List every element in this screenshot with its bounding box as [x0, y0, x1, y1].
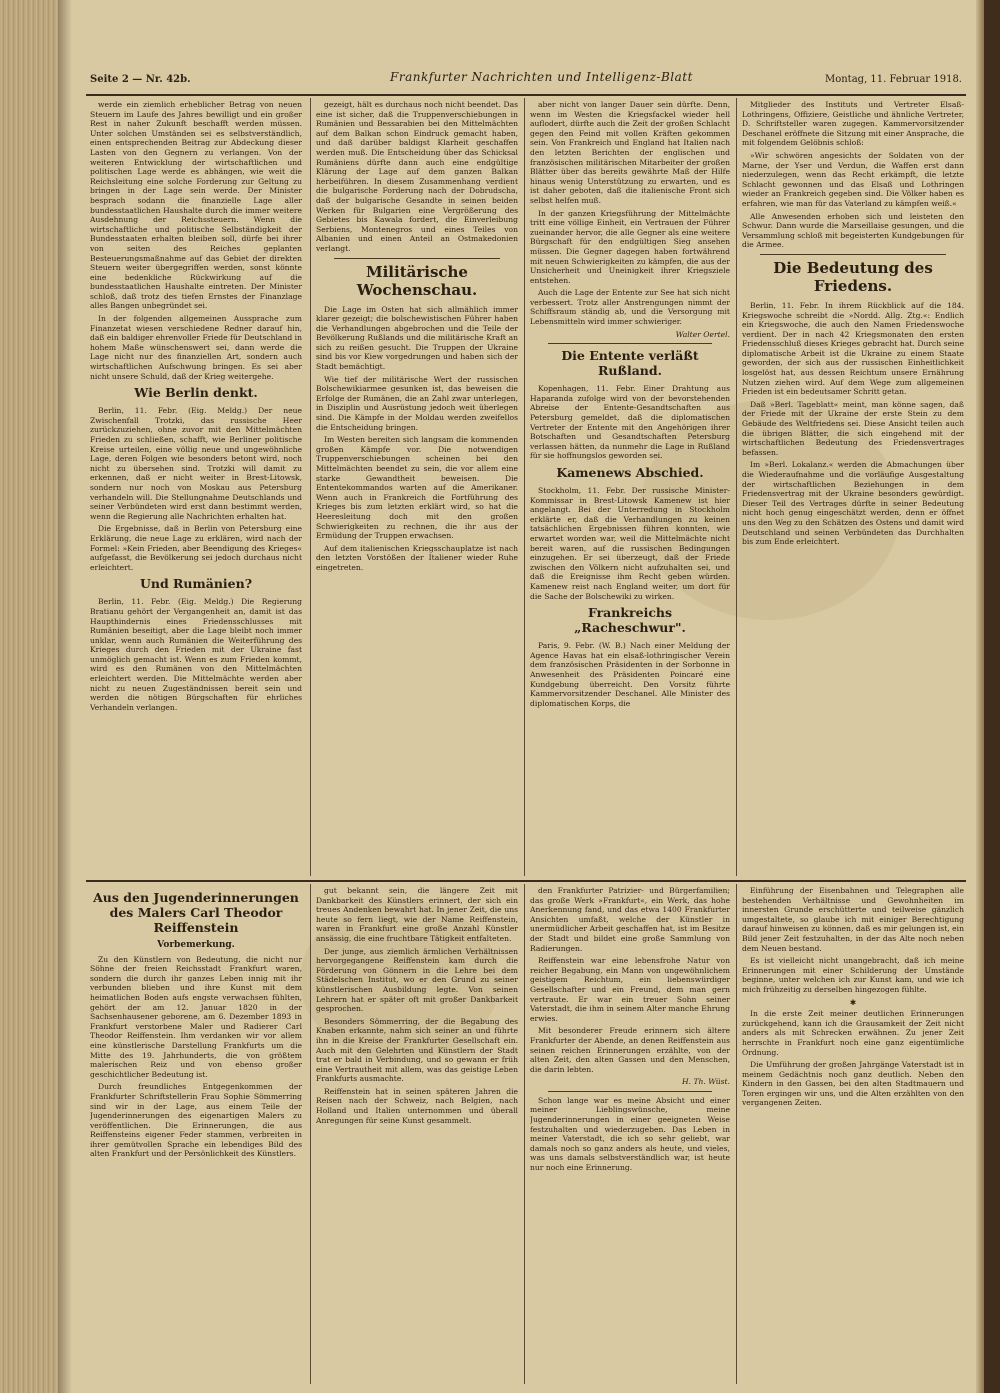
paragraph: Stockholm, 11. Febr. Der russische Minister-Kommissar in Brest-Litowsk Kamenew ist hier angelangt. Bei der Unterredung in Stockholm erklärte er, daß die Verhandlungen zu keinen tatsächlichen Ergebnissen führen konnten, wie erwartet worden war, weil die Mittelmächte nicht bereit waren, auf die russischen Bedingungen einzugehen. Er sei überzeugt, daß der Friede zwischen den Völkern nicht aufzuhalten sei, und daß die Ereignisse ihm Recht geben würden. Kamenew reist nach England weiter, um dort für die Sache der Bolschewiki zu wirken.: [530, 486, 730, 601]
paragraph: Wie tief der militärische Wert der russischen Bolschewikiarmee gesunken ist, das beweisen die Erfolge der Rumänen, die an Zahl zwar unterlegen, in Disziplin und Ausrüstung jedoch weit überlegen sind. Die Kämpfe in der Moldau werden zweifellos die Entscheidung bringen.: [316, 374, 518, 432]
column-rule: [310, 98, 311, 876]
feuilleton-column-2: [316, 886, 518, 1386]
issue-date: Montag, 11. Februar 1918.: [824, 74, 962, 85]
paragraph: Die Umführung der großen Jahrgänge Vaterstadt ist in meinem Gedächtnis noch ganz deutlich. Neben den Kindern in den Gassen, bei den alten Stadtmauern und Toren ergingen wir uns, und die Alten erzählten von den vergangenen Zeiten.: [742, 1060, 964, 1108]
paragraph: Reiffenstein hat in seinen späteren Jahren die Reisen nach der Schweiz, nach Belgien, nach Holland und Italien unternommen und überall Anregungen für seine Kunst gesammelt.: [316, 1086, 518, 1125]
subheading-vorbemerkung: Vorbemerkung.: [157, 940, 235, 950]
paragraph: In die erste Zeit meiner deutlichen Erinnerungen zurückgehend, kann ich die Grausamkeit der Zeit nicht anders als mit Schrecken erwähnen. Zu jener Zeit herrschte in Frankfurt noch eine ganz eigentümliche Ordnung.: [742, 1009, 964, 1057]
column-rule: [736, 884, 737, 1384]
paragraph: Die Lage im Osten hat sich allmählich immer klarer gezeigt; die bolschewistischen Führer haben die Verhandlungen abgebrochen und die Teile der Bevölkerung Rußlands und die militärische Kraft an sich zu reißen gesucht. Die Truppen der Ukraine sind bis vor Kiew vorgedrungen und haben sich der Stadt bemächtigt.: [316, 304, 518, 372]
headline-kamenew: Kamenews Abschied.: [556, 465, 704, 480]
header-rule: [86, 94, 966, 96]
paragraph: Mitglieder des Instituts und Vertreter Elsaß-Lothringens, Offiziere, Geistliche und ähnliche Vertreter, D. Schriftsteller waren zugegen. Kammervorsitzender Deschanel eröffnete die Sitzung mit einer Ansprache, die mit folgendem Gelöbnis schloß:: [742, 100, 964, 148]
paragraph: Reiffenstein war eine lebensfrohe Natur von reicher Begabung, ein Mann von ungewöhnlichem geistigem Reichtum, ein liebenswürdiger Gesellschafter und ein Freund, dem man gern vertraute. Er war ein treuer Sohn seiner Vaterstadt, die ihm in seinem Alter manche Ehrung erwies.: [530, 956, 730, 1023]
headline-wochenschau: Militärische Wochenschau.: [356, 262, 478, 299]
feuilleton-column-3: [530, 886, 730, 1386]
paragraph: Schon lange war es meine Absicht und einer meiner Lieblingswünsche, meine Jugenderinnerungen in einer geeigneten Weise festzuhalten und wiederzugeben. Das Leben in meiner Vaterstadt, die ich so sehr geliebt, war damals noch so ganz anders als heute, und vieles, was uns damals selbstverständlich war, ist heute nur noch eine Erinnerung.: [530, 1095, 730, 1173]
author-signature: Walter Oertel.: [675, 329, 730, 339]
column-rule: [736, 98, 737, 876]
section-star: ✱: [849, 997, 857, 1007]
paragraph: Die Ergebnisse, daß in Berlin von Petersburg eine Erklärung, die neue Lage zu erklären, wird nach der Formel: »Kein Frieden, aber Beendigung des Krieges« aufgefasst, die Bevölkerung sei jedoch durchaus nicht erleichtert.: [90, 524, 302, 572]
column-rule: [524, 884, 525, 1384]
page-edge: [976, 0, 984, 1393]
feuilleton-column-4: [742, 886, 964, 1386]
paragraph: Besonders Sömmerring, der die Begabung des Knaben erkannte, nahm sich seiner an und führte ihn in die Kreise der Frankfurter Gesellschaft ein. Auch mit den Gelehrten und Künstlern der Stadt trat er bald in Verbindung, und so gewann er früh eine Vertrautheit mit allem, was das geistige Leben Frankfurts ausmachte.: [316, 1016, 518, 1084]
author-signature: H. Th. Wüst.: [682, 1077, 730, 1087]
paragraph: Berlin, 11. Febr. (Eig. Meldg.) Die Regierung Bratianu gehört der Vergangenheit an, damit ist das Haupthindernis eines Friedensschlusses mit Rumänien beseitigt, aber die Lage bleibt noch immer unklar, wenn auch Rumänien die Weiterführung des Krieges durch den Frieden mit der Ukraine fast unmöglich gemacht ist. Wenn es zum Frieden kommt, wird es den Rumänen von den Mittelmächten erleichtert werden. Die Mittelmächte werden aber nicht zu neuen Zugeständnissen bereit sein und werden die nötigen Bürgschaften für ehrliches Verhandeln verlangen.: [90, 597, 302, 712]
paper-title: Frankfurter Nachrichten und Intelligenz-Blatt: [390, 70, 693, 84]
headline-rumaenien: Und Rumänien?: [139, 576, 253, 592]
paragraph: In der folgenden allgemeinen Aussprache zum Finanzetat wiesen verschiedene Redner darauf hin, daß ein baldiger ehrenvoller Friede für Deutschland in hohem Maße wünschenswert sei, dann werde die Lage nicht nur des finanziellen Art, sondern auch wirtschaftlichen Aufschwung bringen. Es sei aber nicht unsere Schuld, daß der Krieg weitergehe.: [90, 314, 302, 381]
paragraph: Mit besonderer Freude erinnern sich ältere Frankfurter der Abende, an denen Reiffenstein aus seinen reichen Erinnerungen erzählte, von der alten Zeit, den alten Gassen und den Menschen, die darin lebten.: [530, 1026, 730, 1074]
paragraph: Einführung der Eisenbahnen und Telegraphen alle bestehenden Verhältnisse und Gewohnheiten im innersten Grunde erschütterte und teilweise gänzlich umgestaltete, so glaube ich mit einiger Berechtigung darauf hinweisen zu können, daß es mir gelungen ist, ein Bild jener Zeit festzuhalten, in der das Alte noch neben dem Neuen bestand.: [742, 886, 964, 953]
paragraph: Daß »Berl. Tageblatt« meint, man könne sagen, daß der Friede mit der Ukraine der erste Stein zu dem Gebäude des Weltfriedens sei. Diese Ansicht teilen auch die übrigen Blätter, die sich eingehend mit der wirtschaftlichen Bedeutung des Friedensvertrages befassen.: [742, 399, 964, 457]
paragraph: Berlin, 11. Febr. In ihrem Rückblick auf die 184. Kriegswoche schreibt die »Nordd. Allg. Ztg.«: Endlich ein Kriegswoche, die auch den Namen Friedenswoche verdient. Der in nach 42 Kriegsmonaten den ersten Friedensschluß dieses Krieges gebracht hat. Durch seine diplomatische Arbeit ist die Ukraine zu einem Staate geworden, der sich aus der russischen Einheitlichkeit losgelöst hat, aus dessen Reichtum unsere Ernährung Nutzen ziehen wird. Auf dem Wege zum allgemeinen Frieden ist ein bedeutsamer Schritt getan.: [742, 300, 964, 397]
page-number: Seite 2 — Nr. 42b.: [90, 74, 191, 85]
column-rule: [524, 98, 525, 876]
headline-jugenderinnerungen: Aus den Jugenderinnerungen des Malers Carl Theodor Reiffenstein: [93, 890, 299, 935]
paragraph: Paris, 9. Febr. (W. B.) Nach einer Meldung der Agence Havas hat ein elsaß-lothringischer Verein dem französischen Präsidenten in der Sorbonne in Anwesenheit des Präsidenten Poincaré eine Kundgebung überreicht. Den Vorsitz führte Kammervorsitzender Deschanel. Alle Minister des diplomatischen Korps, die: [530, 641, 730, 708]
feuilleton-column-1: [90, 886, 302, 1386]
column-rule: [310, 884, 311, 1384]
paragraph: Berlin, 11. Febr. (Eig. Meldg.) Der neue Zwischenfall Trotzki, das russische Heer zurückzuziehen, ohne zuvor mit den Mittelmächten Frieden zu schließen, schafft, wie Berliner politische Kreise urteilen, eine völlig neue und ungewöhnliche Lage, deren Folgen wie besonders betont wird, noch nicht zu übersehen sind. Trotzki will damit zu erkennen, daß er nicht weiter in Brest-Litowsk, sondern nur noch von Moskau aus Petersburg verhandeln will. Die Stellungnahme Deutschlands und seiner Verbündeten wird erst dann bestimmt werden, wenn die Regierung alle Nachrichten erhalten hat.: [90, 406, 302, 521]
column-1: [90, 100, 302, 876]
paragraph: Der junge, aus ziemlich ärmlichen Verhältnissen hervorgegangene Reiffenstein kam durch die Förderung von Gönnern in die Lehre bei dem Städelschen Institut, wo er den Grund zu seiner künstlerischen Ausbildung legte. Von seinen Lehrern hat er später oft mit großer Dankbarkeit gesprochen.: [316, 946, 518, 1014]
paragraph: Durch freundliches Entgegenkommen der Frankfurter Schriftstellerin Frau Sophie Sömmerring sind wir in der Lage, aus einem Teile der Jugenderinnerungen des eigenartigen Malers zu veröffentlichen. Die Erinnerungen, die aus Reiffensteins eigener Feder stammen, verbreiten in ihrer gemütvollen Sprache ein lebendiges Bild des alten Frankfurt und der Persönlichkeit des Künstlers.: [90, 1082, 302, 1159]
paragraph: aber nicht von langer Dauer sein dürfte. Denn, wenn im Westen die Kriegsfackel wieder hell auflodert, dürfte auch die Zeit der großen Schlacht gegen den Feind mit vollen Kräften gekommen sein. Von Frankreich und England hat Italien nach den letzten Berichten der englischen und französischen militärischen Mitarbeiter der großen Blätter über das bereits gewährte Maß der Hilfe hinaus wenig Unterstützung zu erwarten, und es ist daher geboten, daß die italienische Front sich selbst helfen muß.: [530, 100, 730, 205]
headline-entente: Die Entente verläßt Rußland.: [561, 348, 699, 379]
masthead-line: [80, 70, 966, 92]
paragraph: werde ein ziemlich erheblicher Betrag von neuen Steuern im Laufe des Jahres bewilligt und ein großer Rest in naher Zukunft beschafft werden müssen. Unter solchen Umständen sei es selbstverständlich, einen entsprechenden Beitrag zur Abdeckung dieser Lasten von den Gegnern zu verlangen. Von der weiteren Entwicklung der wirtschaftlichen und politischen Lage werde es abhängen, wie weit die Reichsleitung eine solche Forderung zur Geltung zu bringen in der Lage sein werde. Der Minister besprach sodann die finanzielle Lage aller bundesstaatlichen Haushalte durch die immer weitere Ausdehnung der Reichssteuern. Wenn die wirtschaftliche und politische Selbständigkeit der Bundesstaaten erhalten bleiben soll, dürfe bei ihrer von seiten des Reiches geplanten Besteuerungsmaßnahme auf das Gebiet der direkten Steuern weiter übergegriffen werden, sonst könnte eine bedenkliche Rückwirkung auf die bundesstaatlichen Haushalte eintreten. Der Minister schloß, daß trotz des tiefen Ernstes der Finanzlage alles Bangen unbegründet sei.: [90, 100, 302, 311]
column-4: [742, 100, 964, 876]
right-tab: [984, 0, 1000, 1393]
column-3: [530, 100, 730, 876]
headline-bedeutung: Die Bedeutung des Friedens.: [773, 258, 933, 295]
paragraph: Es ist vielleicht nicht unangebracht, daß ich meine Erinnerungen mit einer Schilderung der Umstände beginne, unter welchen ich zur Kunst kam, und wie ich mich frühzeitig zu derselben hingezogen fühlte.: [742, 956, 964, 994]
headline-racheschwur: Frankreichs „Racheschwur".: [574, 605, 686, 636]
section-rule: [86, 880, 966, 882]
headline-berlin: Wie Berlin denkt.: [134, 385, 258, 401]
binding-shadow: [58, 0, 72, 1393]
paragraph: In der ganzen Kriegsführung der Mittelmächte tritt eine völlige Einheit, ein Vertrauen der Führer zueinander hervor, die alle Gegner als eine weitere Bürgschaft für den endgültigen Sieg ansehen müssen. Die Gegner dagegen haben fortwährend mit neuen Schwierigkeiten zu kämpfen, die aus der Unsicherheit und Uneinigkeit ihrer Kriegsziele entstehen.: [530, 208, 730, 285]
paragraph: Im Westen bereiten sich langsam die kommenden großen Kämpfe vor. Die notwendigen Truppenverschiebungen scheinen bei den Mittelmächten beendet zu sein, die vor allem eine starke Gewandtheit beweisen. Die Ententekommandos warten auf die Amerikaner. Wenn auch in Frankreich die Fortführung des Krieges bis zum letzten erklärt wird, so hat die Heeresleitung doch mit den großen Schwierigkeiten zu rechnen, die ihr aus der Ermüdung der Truppen erwachsen.: [316, 435, 518, 541]
paragraph: Zu den Künstlern von Bedeutung, die nicht nur Söhne der freien Reichsstadt Frankfurt waren, sondern die durch ihr ganzes Leben innig mit ihr verbunden blieben und ihre Kunst mit dem heimatlichen Boden aufs engste verwachsen fühlten, gehört der am 12. Januar 1820 in der Sachsenhausener geborene, am 6. Dezember 1893 in Frankfurt verstorbene Maler und Radierer Carl Theodor Reiffenstein. Ihm verdanken wir vor allem eine künstlerische Darstellung Frankfurts um die Mitte des 19. Jahrhunderts, die von größtem malerischen Reiz und von ebenso großer geschichtlicher Bedeutung ist.: [90, 954, 302, 1079]
book-binding: [0, 0, 58, 1393]
column-2: [316, 100, 518, 876]
paragraph: den Frankfurter Patrizier- und Bürgerfamilien; das große Werk »Frankfurt«, ein Werk, das hohe Anerkennung fand, und das etwa 1400 Frankfurter Ansichten umfaßt, welche der Künstler in unermüdlicher Arbeit geschaffen hat, ist im Besitze der Stadt und bildet eine große Sammlung von Radierungen.: [530, 886, 730, 953]
paragraph: gut bekannt sein, die längere Zeit mit Dankbarkeit des Künstlers erinnert, der sich ein treues Andenken bewahrt hat. In jener Zeit, die uns heute so fern liegt, wie der Name Reiffenstein, waren in Frankfurt eine große Anzahl Künstler ansässig, die eine fruchtbare Tätigkeit entfalteten.: [316, 886, 518, 943]
paragraph: Auch die Lage der Entente zur See hat sich nicht verbessert. Trotz aller Anstrengungen nimmt der Schiffsraum ständig ab, und die Versorgung mit Lebensmitteln wird immer schwieriger.: [530, 288, 730, 327]
paragraph: gezeigt, hält es durchaus noch nicht beendet. Das eine ist sicher, daß die Truppenverschiebungen in Rumänien und Bessarabien bei den Mittelmächten auf dem Balkan schon Eindruck gemacht haben, und daß darüber baldigst Klarheit geschaffen werden muß. Die Entscheidung über das Schicksal Rumäniens dürfte dann auch eine endgültige Klärung der Lage auf dem ganzen Balkan herbeiführen. In diesem Zusammenhang verdient die bulgarische Forderung nach der Dobrudscha, daß der bulgarische Gesandte in seinen beiden Werken für Bulgarien eine Vergrößerung des Gebietes bis Kawala fordert, die Einverleibung Serbiens, Montenegros und eines Teiles von Albanien und einen Anteil an Ostmakedonien verlangt.: [316, 100, 518, 253]
paragraph: Kopenhagen, 11. Febr. Einer Drahtung aus Haparanda zufolge wird von der bevorstehenden Abreise der Entente-Gesandtschaften aus Petersburg gemeldet, daß die diplomatischen Vertreter der Entente mit den Angehörigen ihrer Botschaften und Gesandtschaften Petersburg verlassen hätten, da nunmehr die Lage in Rußland für sie hoffnungslos geworden sei.: [530, 384, 730, 461]
paragraph: Alle Anwesenden erhoben sich und leisteten den Schwur. Dann wurde die Marseillaise gesungen, und die Versammlung schloß mit begeisterten Kundgebungen für die Armee.: [742, 211, 964, 250]
paragraph: Im »Berl. Lokalanz.« werden die Abmachungen über die Wiederaufnahme und die vorläufige Ausgestaltung der wirtschaftlichen Beziehungen in dem Friedensvertrag mit der Ukraine besonders gewürdigt. Dieser Teil des Vertrages dürfte in seiner Bedeutung nicht hoch genug eingeschätzt werden, denn er öffnet uns den Weg zu den Schätzen des Ostens und damit wird Deutschland und seinen Verbündeten das Durchhalten bis zum Ende erleichtert.: [742, 460, 964, 547]
paragraph: Auf dem italienischen Kriegsschauplatze ist nach den letzten Vorstößen der Italiener wieder Ruhe eingetreten.: [316, 543, 518, 572]
paragraph: »Wir schwören angesichts der Soldaten von der Marne, der Yser und Verdun, die Waffen erst dann niederzulegen, wenn das Recht erkämpft, die letzte Schlacht gewonnen und das Elsaß und Lothringen wieder an Frankreich gegeben sind. Die Völker haben es erfahren, wie man für das Vaterland zu kämpfen weiß.«: [742, 150, 964, 208]
